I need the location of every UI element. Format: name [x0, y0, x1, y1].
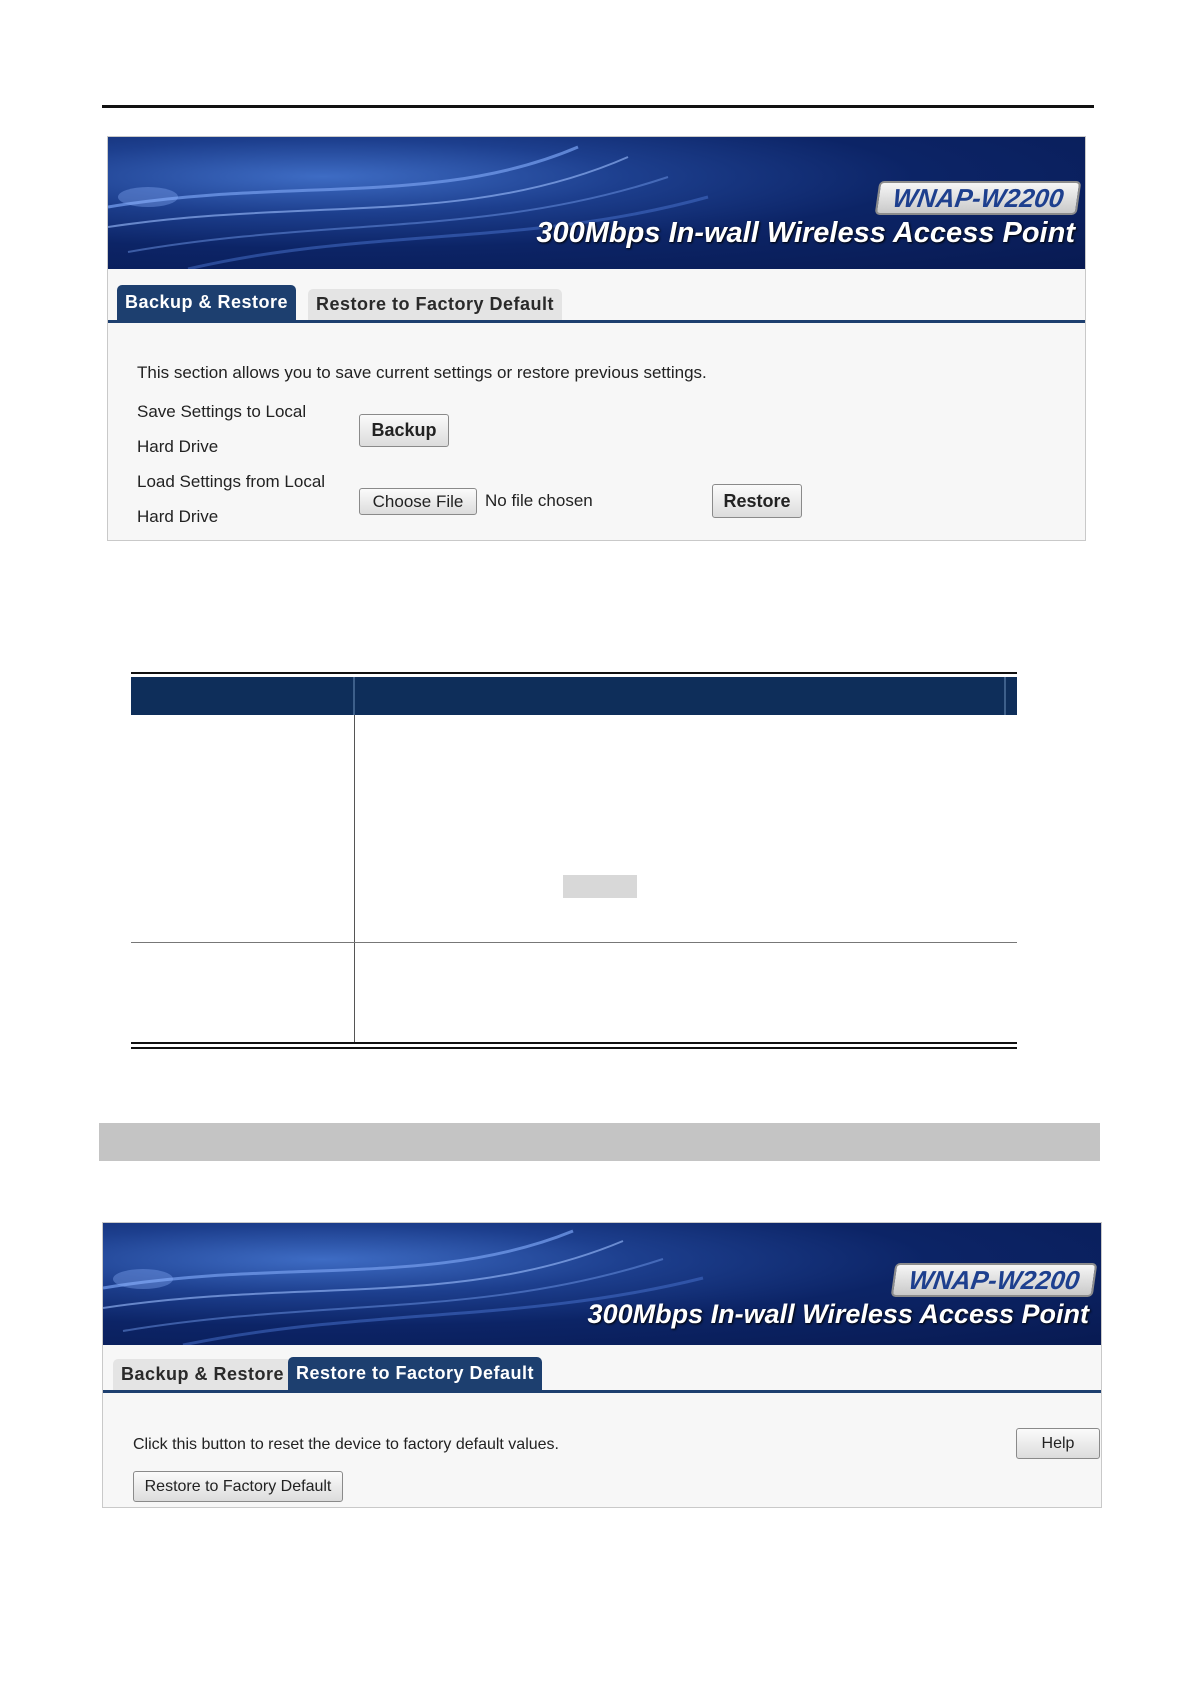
restore-factory-panel [102, 1222, 1102, 1508]
product-title: 300Mbps In-wall Wireless Access Point [587, 1299, 1089, 1329]
no-file-chosen-text: No file chosen [485, 491, 593, 510]
table-top-rule [131, 672, 1017, 674]
tab-backup-restore[interactable]: Backup & Restore [113, 1359, 292, 1390]
tab-backup-restore[interactable]: Backup & Restore [117, 285, 296, 320]
tab-bar [103, 1357, 1101, 1393]
backup-restore-panel [107, 136, 1086, 541]
help-button[interactable]: Help [1016, 1428, 1100, 1459]
restore-button[interactable]: Restore [712, 484, 802, 518]
table-row-rule [131, 942, 1017, 943]
tab-bar [108, 285, 1085, 323]
load-settings-label-line2: Hard Drive [137, 507, 219, 526]
product-banner [103, 1223, 1101, 1345]
restore-factory-default-button[interactable]: Restore to Factory Default [133, 1471, 343, 1502]
model-badge: WNAP-W2200 [890, 1263, 1097, 1297]
tab-restore-factory-default[interactable]: Restore to Factory Default [288, 1357, 542, 1390]
table-bottom-rule [131, 1042, 1017, 1044]
table-header-divider [353, 677, 355, 715]
tab-restore-factory-default[interactable]: Restore to Factory Default [308, 289, 562, 320]
table-column-divider [354, 715, 355, 1043]
section-description: This section allows you to save current settings or restore previous settings. [137, 363, 707, 382]
section-heading-bar [99, 1123, 1100, 1161]
save-settings-label: Save Settings to Local [137, 402, 307, 421]
highlight-chip [563, 875, 637, 898]
table-bottom-rule-2 [131, 1047, 1017, 1049]
save-settings-label-line2: Hard Drive [137, 437, 219, 456]
section-description: Click this button to reset the device to factory default values. [133, 1436, 559, 1453]
product-title: 300Mbps In-wall Wireless Access Point [536, 217, 1075, 249]
page-top-rule [102, 105, 1094, 108]
backup-button[interactable]: Backup [359, 414, 449, 447]
choose-file-button[interactable]: Choose File [359, 488, 477, 515]
load-settings-label: Load Settings from Local [137, 472, 326, 491]
table-header-divider-right [1004, 677, 1006, 715]
table-header-row [131, 677, 1017, 715]
model-badge: WNAP-W2200 [874, 181, 1081, 215]
product-banner [108, 137, 1085, 269]
